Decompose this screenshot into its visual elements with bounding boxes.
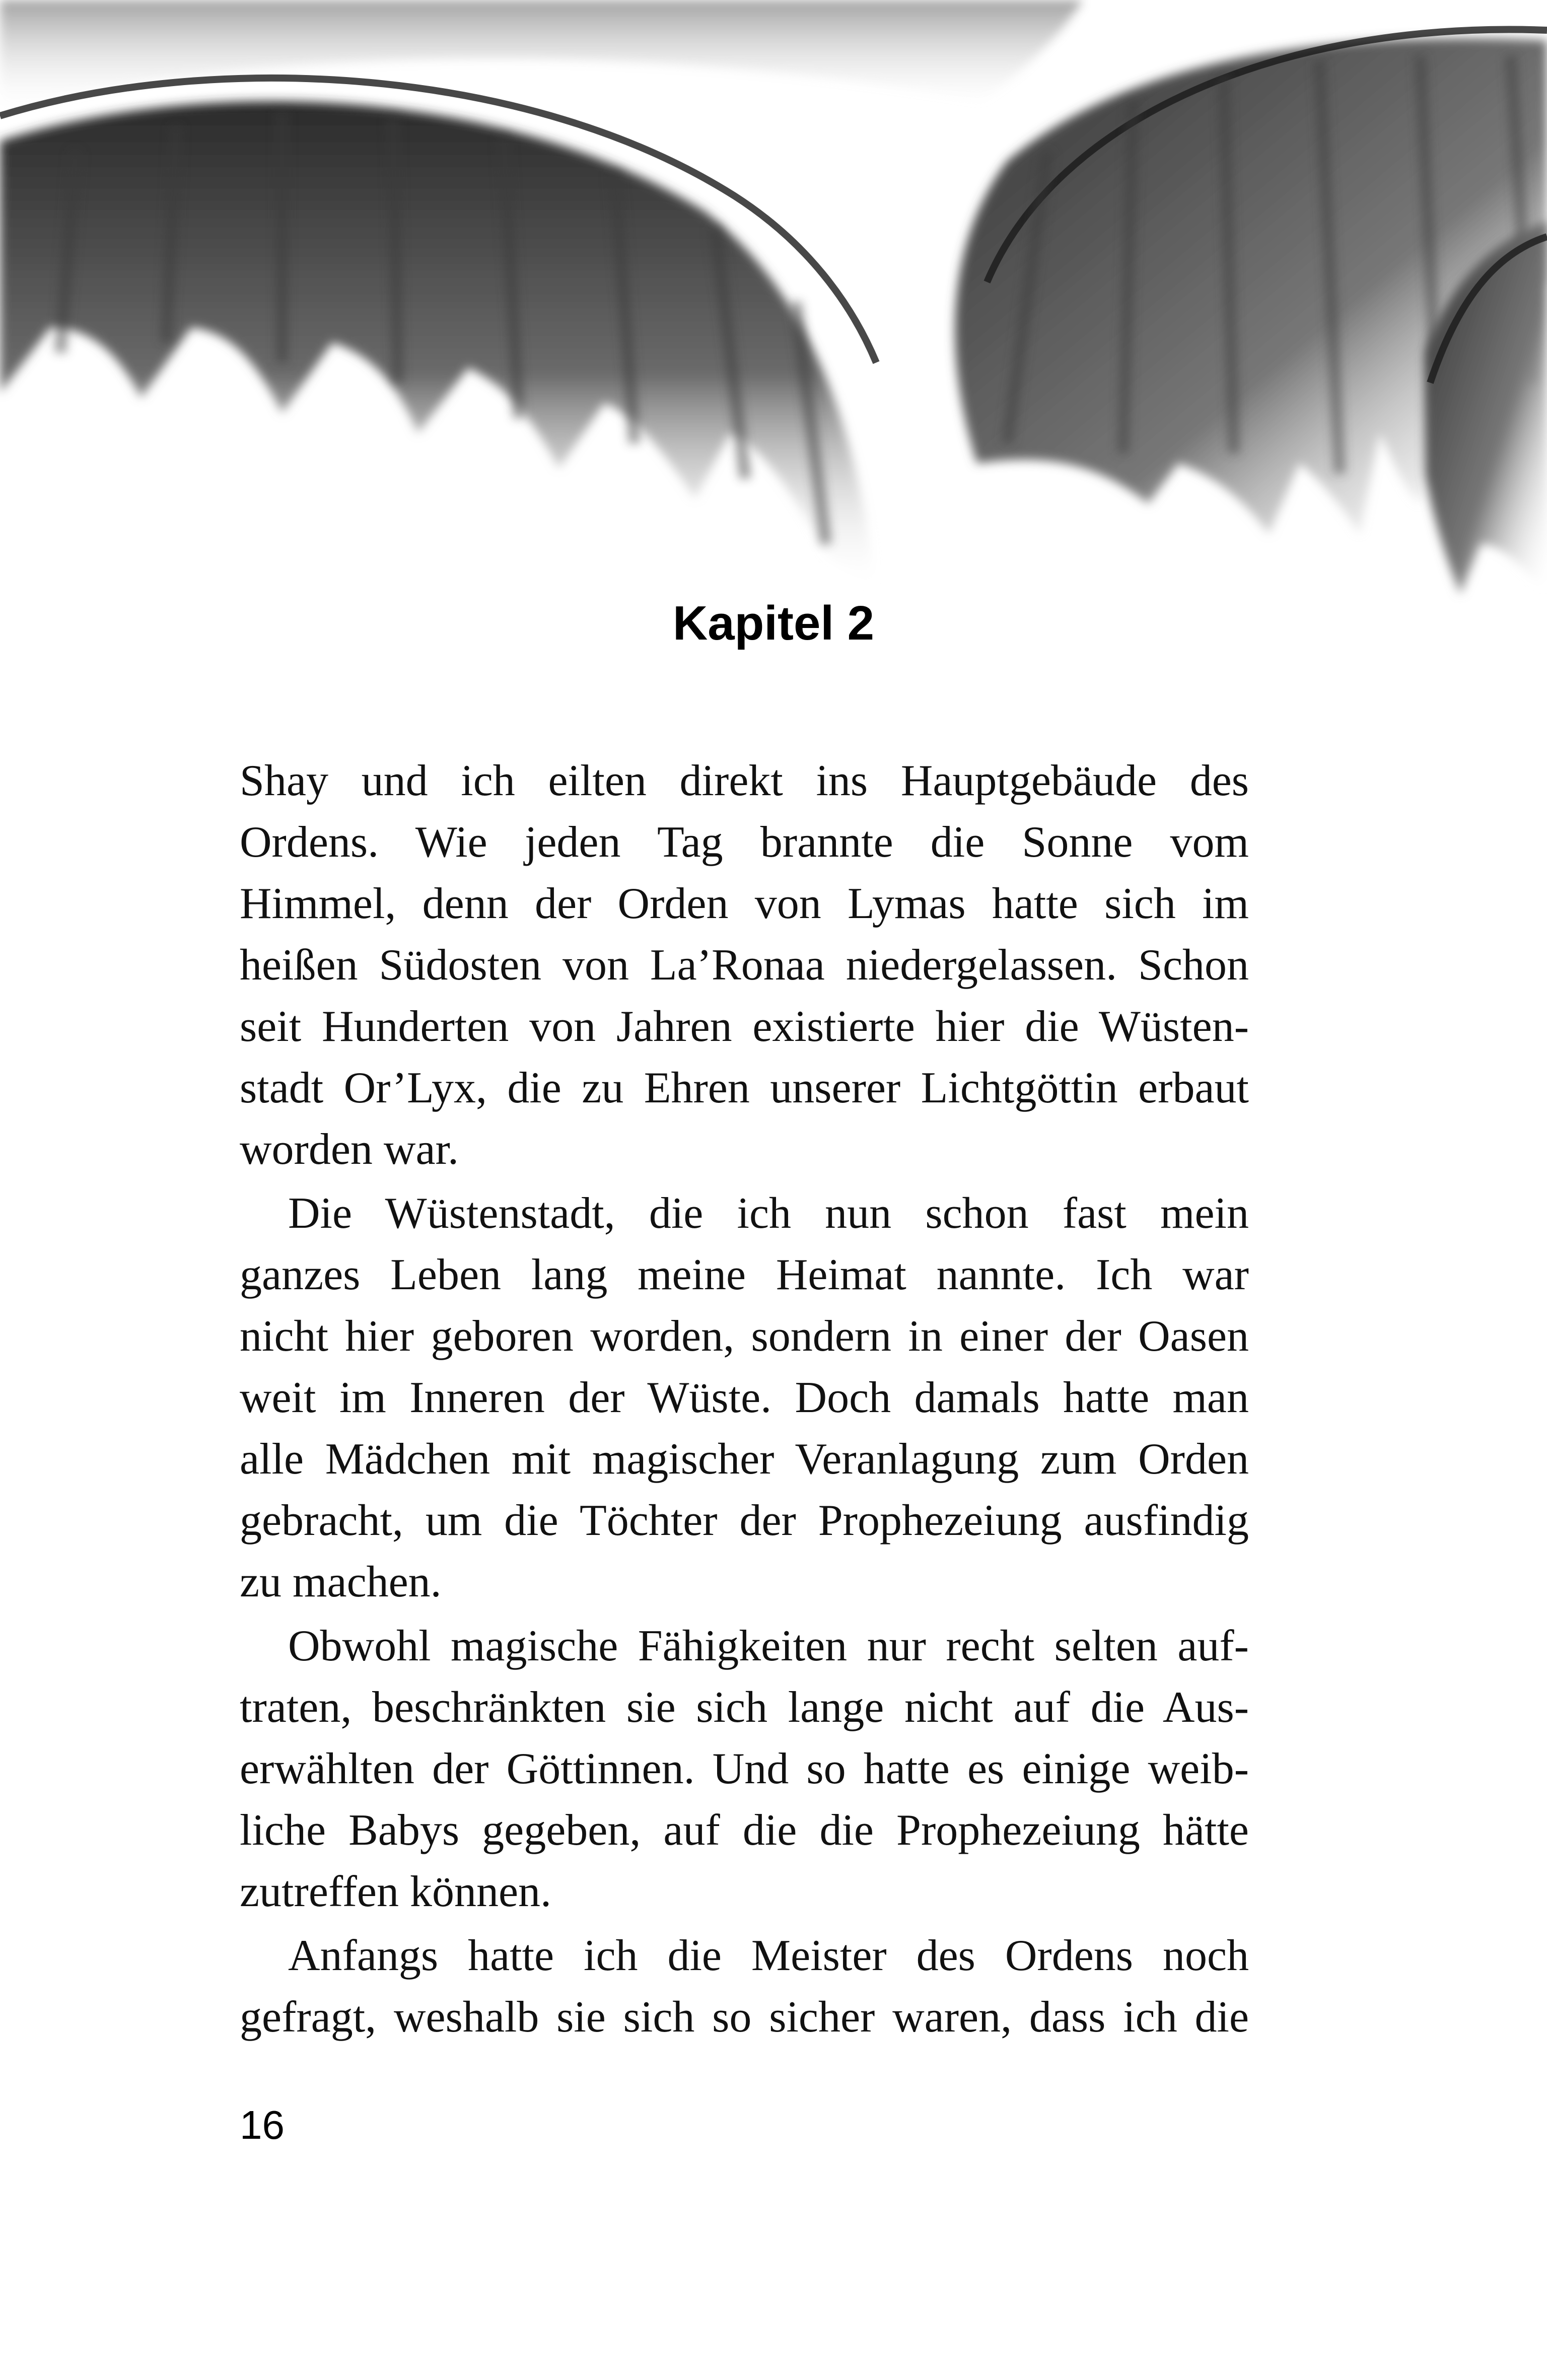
chapter-title: Kapitel 2 <box>672 596 875 650</box>
paragraph <box>240 1925 1249 2048</box>
text-line: weit im Inneren der Wüste. Doch damals hatte man <box>240 1373 1249 1422</box>
chapter-body <box>240 750 1249 2048</box>
text-line: nicht hier geboren worden, sondern in einer der Oasen <box>240 1312 1249 1361</box>
text-line: seit Hunderten von Jahren existierte hier die Wüsten- <box>240 1002 1249 1051</box>
text-line: zutreffen können. <box>240 1867 552 1916</box>
text-line: Himmel, denn der Orden von Lymas hatte sich im <box>240 879 1249 928</box>
paragraph <box>240 1183 1249 1613</box>
text-line: alle Mädchen mit magischer Veranlagung zum Orden <box>240 1435 1249 1484</box>
page-number: 16 <box>240 2103 285 2147</box>
text-line: heißen Südosten von La’Ronaa niedergelassen. Schon <box>240 941 1249 990</box>
text-line: gebracht, um die Töchter der Prophezeiung ausfindig <box>240 1496 1249 1545</box>
palm-leaf-left <box>0 78 876 594</box>
paragraph <box>240 750 1249 1180</box>
text-line: Ordens. Wie jeden Tag brannte die Sonne vom <box>240 818 1249 867</box>
text-line: gefragt, weshalb sie sich so sicher waren, dass ich die <box>240 1993 1249 2042</box>
text-line: Shay und ich eilten direkt ins Hauptgebäude des <box>240 756 1249 805</box>
text-line: traten, beschränkten sie sich lange nicht auf die Aus- <box>240 1683 1249 1732</box>
paragraph <box>240 1616 1249 1923</box>
text-line: zu machen. <box>240 1558 442 1606</box>
text-line: liche Babys gegeben, auf die die Prophezeiung hätte <box>240 1806 1249 1855</box>
text-line: ganzes Leben lang meine Heimat nannte. Ich war <box>240 1250 1249 1299</box>
text-line: Anfangs hatte ich die Meister des Ordens noch <box>288 1931 1249 1980</box>
text-line: stadt Or’Lyx, die zu Ehren unserer Lichtgöttin erbaut <box>240 1064 1249 1112</box>
text-line: erwählten der Göttinnen. Und so hatte es einige weib- <box>240 1744 1249 1793</box>
text-line: Die Wüstenstadt, die ich nun schon fast mein <box>288 1189 1249 1238</box>
text-line: Obwohl magische Fähigkeiten nur recht selten auf- <box>288 1622 1249 1670</box>
text-line: worden war. <box>240 1125 459 1174</box>
